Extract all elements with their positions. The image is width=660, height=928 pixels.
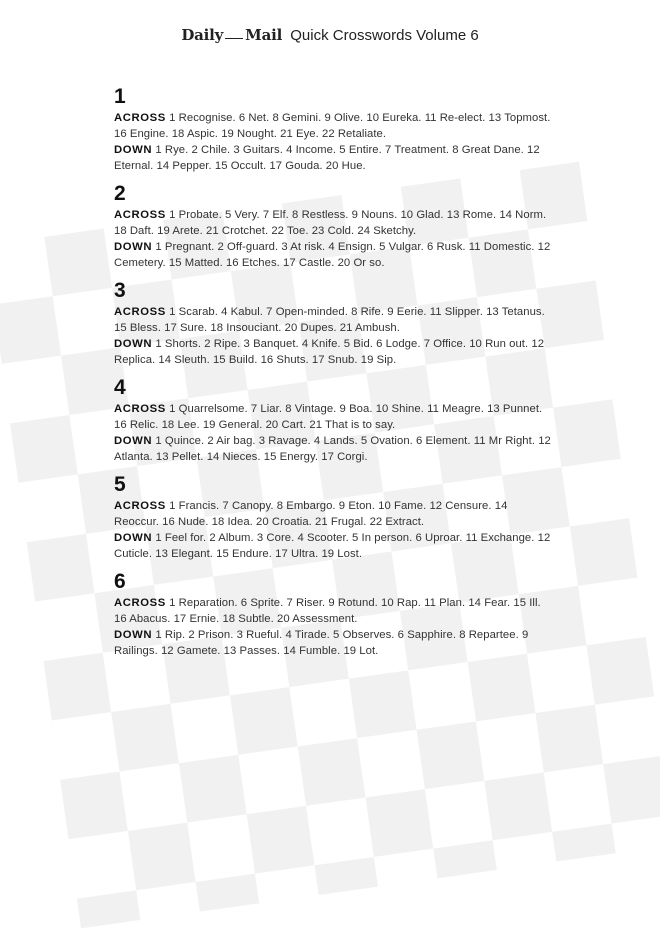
logo-daily-text: Daily: [181, 26, 224, 44]
across-text: 1 Francis. 7 Canopy. 8 Embargo. 9 Eton. 10 Fame. 12 Censure. 14 Reoccur. 16 Nude. 18 Idea. 20 Croatia. 21 Frugal. 22 Extract.: [114, 500, 508, 528]
puzzle-number: 6: [114, 570, 126, 593]
down-text: 1 Feel for. 2 Album. 3 Core. 4 Scooter. 5 In person. 6 Uproar. 11 Exchange. 12 Cuticle. 13 Elegant. 15 Endure. 17 Ultra. 19 Lost.: [114, 532, 551, 560]
puzzle-answers-1: [114, 84, 554, 174]
puzzle-answers-2: [114, 181, 554, 271]
across-text: 1 Recognise. 6 Net. 8 Gemini. 9 Olive. 10 Eureka. 11 Re-elect. 13 Topmost. 16 Engine. 18 Aspic. 19 Nought. 21 Eye. 22 Retaliate.: [114, 112, 551, 140]
across-label: ACROSS: [114, 306, 166, 318]
puzzle-answers-6: [114, 569, 554, 659]
across-label: ACROSS: [114, 597, 166, 609]
down-answers: [114, 336, 554, 368]
across-answers: [114, 498, 554, 530]
puzzle-answers-3: [114, 278, 554, 368]
puzzle-number: 2: [114, 182, 126, 205]
down-label: DOWN: [114, 241, 153, 253]
down-answers: [114, 433, 554, 465]
across-label: ACROSS: [114, 500, 166, 512]
down-answers: [114, 142, 554, 174]
down-text: 1 Rye. 2 Chile. 3 Guitars. 4 Income. 5 Entire. 7 Treatment. 8 Great Dane. 12 Eternal. 14 Pepper. 15 Occult. 17 Gouda. 20 Hue.: [114, 144, 540, 172]
down-text: 1 Quince. 2 Air bag. 3 Ravage. 4 Lands. 5 Ovation. 6 Element. 11 Mr Right. 12 Atlanta. 13 Pellet. 14 Nieces. 15 Energy. 17 Corgi.: [114, 435, 551, 463]
across-answers: [114, 401, 554, 433]
puzzle-number: 3: [114, 279, 126, 302]
down-label: DOWN: [114, 435, 153, 447]
down-text: 1 Pregnant. 2 Off-guard. 3 At risk. 4 Ensign. 5 Vulgar. 6 Rusk. 11 Domestic. 12 Cemetery. 15 Matted. 16 Etches. 17 Castle. 20 Or so.: [114, 241, 551, 269]
down-text: 1 Shorts. 2 Ripe. 3 Banquet. 4 Knife. 5 Bid. 6 Lodge. 7 Office. 10 Run out. 12 Replica. 14 Sleuth. 15 Build. 16 Shuts. 17 Snub. 19 Sip.: [114, 338, 545, 366]
down-label: DOWN: [114, 532, 153, 544]
down-answers: [114, 627, 554, 659]
down-answers: [114, 530, 554, 562]
across-answers: [114, 304, 554, 336]
puzzle-number: 1: [114, 85, 126, 108]
across-answers: [114, 110, 554, 142]
across-answers: [114, 207, 554, 239]
header-title: Quick Crosswords Volume 6: [290, 27, 479, 44]
across-label: ACROSS: [114, 403, 166, 415]
puzzle-number: 5: [114, 473, 126, 496]
puzzle-answers-4: [114, 375, 554, 465]
across-text: 1 Scarab. 4 Kabul. 7 Open-minded. 8 Rife. 9 Eerie. 11 Slipper. 13 Tetanus. 15 Bless. 17 Sure. 18 Insouciant. 20 Dupes. 21 Ambush.: [114, 306, 545, 334]
down-label: DOWN: [114, 144, 153, 156]
across-text: 1 Quarrelsome. 7 Liar. 8 Vintage. 9 Boa. 10 Shine. 11 Meagre. 13 Punnet. 16 Relic. 18 Lee. 19 General. 20 Cart. 21 That is to say.: [114, 403, 543, 431]
down-answers: [114, 239, 554, 271]
down-label: DOWN: [114, 338, 153, 350]
across-label: ACROSS: [114, 112, 166, 124]
puzzle-answers-5: [114, 472, 554, 562]
across-text: 1 Reparation. 6 Sprite. 7 Riser. 9 Rotund. 10 Rap. 11 Plan. 14 Fear. 15 Ill. 16 Abacus. 17 Ernie. 18 Subtle. 20 Assessment.: [114, 597, 541, 625]
puzzle-number: 4: [114, 376, 126, 399]
across-label: ACROSS: [114, 209, 166, 221]
down-text: 1 Rip. 2 Prison. 3 Rueful. 4 Tirade. 5 Observes. 6 Sapphire. 8 Repartee. 9 Railings. 12 Gamete. 13 Passes. 14 Fumble. 19 Lot.: [114, 629, 529, 657]
logo-mail-text: Mail: [245, 26, 283, 44]
down-label: DOWN: [114, 629, 153, 641]
across-text: 1 Probate. 5 Very. 7 Elf. 8 Restless. 9 Nouns. 10 Glad. 13 Rome. 14 Norm. 18 Daft. 19 Arete. 21 Crotchet. 22 Toe. 23 Cold. 24 Sketchy.: [114, 209, 547, 237]
daily-mail-logo: [181, 26, 282, 44]
logo-crest-icon: [225, 30, 243, 39]
answers-content: [114, 84, 554, 666]
across-answers: [114, 595, 554, 627]
page-header: [0, 26, 660, 44]
